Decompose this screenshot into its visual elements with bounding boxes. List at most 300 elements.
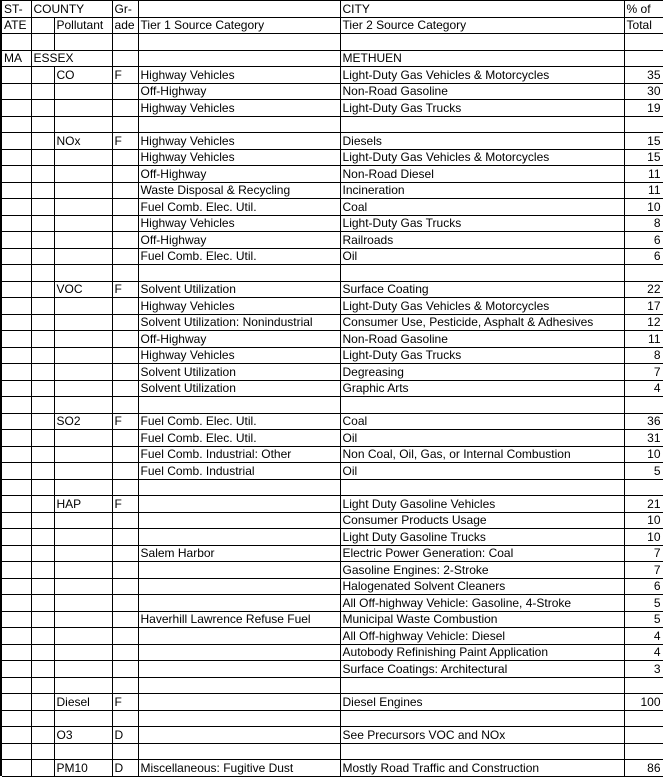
- table-row: [2, 512, 663, 529]
- pct-cell: 4: [624, 380, 663, 397]
- empty-cell: [2, 298, 31, 315]
- empty-cell: [2, 83, 31, 100]
- empty-cell: [2, 215, 31, 232]
- tier2-cell: Non Coal, Oil, Gas, or Internal Combustion: [340, 446, 624, 463]
- empty-cell: [31, 34, 54, 51]
- tier1-cell: [138, 496, 340, 513]
- empty-cell: [112, 743, 138, 760]
- table-row: [2, 364, 663, 381]
- empty-cell: [112, 463, 138, 480]
- empty-cell: [54, 298, 112, 315]
- pct-cell: 19: [624, 100, 663, 117]
- table-row: [2, 545, 663, 562]
- empty-cell: [31, 496, 54, 513]
- empty-cell: [2, 644, 31, 661]
- spacer-row: [2, 397, 663, 414]
- empty-cell: [624, 677, 663, 694]
- tier2-cell: Consumer Use, Pesticide, Asphalt & Adhesives: [340, 314, 624, 331]
- state-cell: MA: [2, 50, 31, 67]
- empty-cell: [112, 595, 138, 612]
- empty-cell: [2, 677, 31, 694]
- table-row: [2, 248, 663, 265]
- tier1-cell: [138, 661, 340, 678]
- empty-cell: [31, 446, 54, 463]
- empty-cell: [31, 578, 54, 595]
- empty-cell: [2, 562, 31, 579]
- empty-cell: [54, 479, 112, 496]
- empty-cell: [54, 314, 112, 331]
- empty-cell: [2, 479, 31, 496]
- tier2-cell: Non-Road Diesel: [340, 166, 624, 183]
- empty-cell: [31, 661, 54, 678]
- empty-cell: [31, 644, 54, 661]
- empty-cell: [31, 215, 54, 232]
- table-row: [2, 628, 663, 645]
- header-row-1: [2, 1, 663, 17]
- empty-cell: [340, 479, 624, 496]
- empty-cell: [54, 182, 112, 199]
- tier1-cell: Highway Vehicles: [138, 347, 340, 364]
- table-row: [2, 529, 663, 546]
- tier1-cell: [138, 578, 340, 595]
- grade-cell: F: [112, 133, 138, 150]
- empty-cell: [2, 116, 31, 133]
- empty-cell: [31, 149, 54, 166]
- pollutant-cell: CO: [54, 67, 112, 84]
- tier2-cell: Surface Coating: [340, 281, 624, 298]
- empty-cell: [112, 182, 138, 199]
- empty-cell: [340, 677, 624, 694]
- empty-cell: [112, 677, 138, 694]
- empty-cell: [54, 628, 112, 645]
- empty-cell: [31, 232, 54, 249]
- tier1-cell: [138, 694, 340, 711]
- tier1-cell: [138, 644, 340, 661]
- table-row: [2, 199, 663, 216]
- empty-cell: [340, 34, 624, 51]
- pollutant-cell: HAP: [54, 496, 112, 513]
- empty-cell: [112, 149, 138, 166]
- empty-cell: [54, 595, 112, 612]
- empty-cell: [54, 149, 112, 166]
- empty-cell: [112, 347, 138, 364]
- tier1-cell: [138, 595, 340, 612]
- tier2-cell: Graphic Arts: [340, 380, 624, 397]
- tier1-cell: Solvent Utilization: [138, 281, 340, 298]
- tier2-cell: Halogenated Solvent Cleaners: [340, 578, 624, 595]
- tier2-cell: Light-Duty Gas Vehicles & Motorcycles: [340, 298, 624, 315]
- pct-cell: 7: [624, 364, 663, 381]
- tier1-cell: Waste Disposal & Recycling: [138, 182, 340, 199]
- empty-cell: [54, 430, 112, 447]
- tier1-cell: Fuel Comb. Industrial: Other: [138, 446, 340, 463]
- grade-cell: F: [112, 496, 138, 513]
- table-row: [2, 281, 663, 298]
- pct-cell: 15: [624, 149, 663, 166]
- empty-cell: [31, 743, 54, 760]
- tier1-cell: [138, 529, 340, 546]
- empty-cell: [340, 397, 624, 414]
- empty-cell: [2, 727, 31, 744]
- empty-cell: [112, 611, 138, 628]
- header-grade-1: Gr-: [112, 1, 138, 17]
- table-row: [2, 463, 663, 480]
- empty-cell: [54, 265, 112, 282]
- header-county: COUNTY: [31, 1, 112, 17]
- grade-cell: F: [112, 281, 138, 298]
- empty-cell: [2, 281, 31, 298]
- pct-cell: 8: [624, 215, 663, 232]
- pct-cell: 11: [624, 331, 663, 348]
- empty-cell: [31, 677, 54, 694]
- pct-cell: 100: [624, 694, 663, 711]
- tier2-cell: Light-Duty Gas Vehicles & Motorcycles: [340, 67, 624, 84]
- empty-cell: [54, 347, 112, 364]
- pct-cell: 4: [624, 644, 663, 661]
- empty-cell: [31, 100, 54, 117]
- pollutant-cell: VOC: [54, 281, 112, 298]
- pct-cell: 11: [624, 166, 663, 183]
- city-cell: METHUEN: [340, 50, 624, 67]
- empty-cell: [112, 116, 138, 133]
- tier1-cell: Fuel Comb. Elec. Util.: [138, 199, 340, 216]
- empty-cell: [2, 496, 31, 513]
- grade-cell: D: [112, 760, 138, 777]
- tier1-cell: Highway Vehicles: [138, 67, 340, 84]
- header-blank: [138, 1, 340, 17]
- empty-cell: [31, 314, 54, 331]
- pct-cell: 12: [624, 314, 663, 331]
- empty-cell: [138, 50, 340, 67]
- spacer-row: [2, 677, 663, 694]
- header-pct-1: % of: [624, 1, 663, 17]
- tier1-cell: Highway Vehicles: [138, 133, 340, 150]
- tier2-cell: Diesels: [340, 133, 624, 150]
- empty-cell: [2, 331, 31, 348]
- tier2-cell: Oil: [340, 248, 624, 265]
- empty-cell: [138, 265, 340, 282]
- table-row: [2, 166, 663, 183]
- pct-cell: 5: [624, 595, 663, 612]
- empty-cell: [112, 578, 138, 595]
- empty-cell: [54, 397, 112, 414]
- empty-cell: [112, 364, 138, 381]
- tier1-cell: Salem Harbor: [138, 545, 340, 562]
- tier2-cell: Light-Duty Gas Trucks: [340, 100, 624, 117]
- grade-cell: D: [112, 727, 138, 744]
- empty-cell: [2, 364, 31, 381]
- pct-cell: 31: [624, 430, 663, 447]
- emissions-table: [2, 1, 663, 777]
- empty-cell: [54, 166, 112, 183]
- pct-cell: 6: [624, 578, 663, 595]
- header-grade-2: ade: [112, 17, 138, 34]
- empty-cell: [112, 166, 138, 183]
- empty-cell: [2, 34, 31, 51]
- pct-cell: 7: [624, 545, 663, 562]
- empty-cell: [31, 562, 54, 579]
- tier2-cell: Diesel Engines: [340, 694, 624, 711]
- table-row: [2, 430, 663, 447]
- empty-cell: [138, 34, 340, 51]
- table-row: [2, 232, 663, 249]
- tier2-cell: Surface Coatings: Architectural: [340, 661, 624, 678]
- empty-cell: [31, 611, 54, 628]
- empty-cell: [2, 512, 31, 529]
- pct-cell: 8: [624, 347, 663, 364]
- empty-cell: [112, 661, 138, 678]
- tier2-cell: Coal: [340, 199, 624, 216]
- spacer-row: [2, 116, 663, 133]
- tier1-cell: Off-Highway: [138, 232, 340, 249]
- empty-cell: [2, 347, 31, 364]
- grade-cell: F: [112, 413, 138, 430]
- table-row: [2, 331, 663, 348]
- table-row: [2, 298, 663, 315]
- tier2-cell: Degreasing: [340, 364, 624, 381]
- empty-cell: [112, 644, 138, 661]
- pct-cell: 5: [624, 463, 663, 480]
- tier2-cell: All Off-highway Vehicle: Gasoline, 4-Stroke: [340, 595, 624, 612]
- header-city: CITY: [340, 1, 624, 17]
- empty-cell: [624, 710, 663, 727]
- tier1-cell: Haverhill Lawrence Refuse Fuel: [138, 611, 340, 628]
- empty-cell: [2, 611, 31, 628]
- tier1-cell: Fuel Comb. Elec. Util.: [138, 430, 340, 447]
- tier2-cell: Municipal Waste Combustion: [340, 611, 624, 628]
- empty-cell: [112, 199, 138, 216]
- pct-cell: 7: [624, 562, 663, 579]
- table-row: [2, 760, 663, 777]
- pct-cell: 35: [624, 67, 663, 84]
- empty-cell: [54, 34, 112, 51]
- table-row: [2, 133, 663, 150]
- empty-cell: [31, 265, 54, 282]
- header-tier2: Tier 2 Source Category: [340, 17, 624, 34]
- empty-cell: [112, 331, 138, 348]
- tier1-cell: Off-Highway: [138, 166, 340, 183]
- tier1-cell: Solvent Utilization: Nonindustrial: [138, 314, 340, 331]
- empty-cell: [31, 463, 54, 480]
- tier1-cell: [138, 727, 340, 744]
- empty-cell: [112, 446, 138, 463]
- empty-cell: [2, 166, 31, 183]
- pct-cell: 86: [624, 760, 663, 777]
- pct-cell: 17: [624, 298, 663, 315]
- empty-cell: [340, 710, 624, 727]
- header-county-blank: [31, 17, 54, 34]
- empty-cell: [138, 677, 340, 694]
- spacer-row: [2, 743, 663, 760]
- empty-cell: [31, 760, 54, 777]
- empty-cell: [54, 331, 112, 348]
- tier2-cell: Oil: [340, 430, 624, 447]
- empty-cell: [31, 512, 54, 529]
- empty-cell: [112, 50, 138, 67]
- table-row: [2, 380, 663, 397]
- tier2-cell: Non-Road Gasoline: [340, 331, 624, 348]
- pct-cell: 21: [624, 496, 663, 513]
- empty-cell: [2, 182, 31, 199]
- empty-cell: [54, 710, 112, 727]
- empty-cell: [112, 314, 138, 331]
- empty-cell: [624, 116, 663, 133]
- tier2-cell: Electric Power Generation: Coal: [340, 545, 624, 562]
- tier2-cell: Oil: [340, 463, 624, 480]
- table-row: [2, 182, 663, 199]
- tier2-cell: Non-Road Gasoline: [340, 83, 624, 100]
- empty-cell: [54, 578, 112, 595]
- empty-cell: [624, 50, 663, 67]
- empty-cell: [624, 265, 663, 282]
- pollutant-cell: PM10: [54, 760, 112, 777]
- empty-cell: [31, 166, 54, 183]
- empty-cell: [2, 463, 31, 480]
- tier1-cell: Solvent Utilization: [138, 380, 340, 397]
- tier1-cell: Fuel Comb. Industrial: [138, 463, 340, 480]
- pct-cell: 6: [624, 232, 663, 249]
- empty-cell: [54, 644, 112, 661]
- empty-cell: [54, 380, 112, 397]
- header-state-1: ST-: [2, 1, 31, 17]
- pollutant-cell: NOx: [54, 133, 112, 150]
- pct-cell: 36: [624, 413, 663, 430]
- table-row: [2, 727, 663, 744]
- empty-cell: [112, 380, 138, 397]
- empty-cell: [112, 83, 138, 100]
- tier2-cell: See Precursors VOC and NOx: [340, 727, 624, 744]
- empty-cell: [31, 479, 54, 496]
- empty-cell: [2, 314, 31, 331]
- table-row: [2, 611, 663, 628]
- tier1-cell: Fuel Comb. Elec. Util.: [138, 248, 340, 265]
- empty-cell: [54, 512, 112, 529]
- empty-cell: [31, 628, 54, 645]
- empty-cell: [2, 199, 31, 216]
- empty-cell: [54, 562, 112, 579]
- pct-cell: 5: [624, 611, 663, 628]
- empty-cell: [112, 512, 138, 529]
- empty-cell: [54, 545, 112, 562]
- tier2-cell: Railroads: [340, 232, 624, 249]
- spacer-row: [2, 479, 663, 496]
- empty-cell: [31, 133, 54, 150]
- empty-cell: [624, 479, 663, 496]
- empty-cell: [2, 710, 31, 727]
- header-row-2: [2, 17, 663, 34]
- tier1-cell: Fuel Comb. Elec. Util.: [138, 413, 340, 430]
- empty-cell: [54, 463, 112, 480]
- table-row: [2, 413, 663, 430]
- empty-cell: [2, 232, 31, 249]
- pct-cell: 30: [624, 83, 663, 100]
- spacer-row: [2, 34, 663, 51]
- empty-cell: [31, 248, 54, 265]
- pct-cell: 10: [624, 199, 663, 216]
- empty-cell: [31, 67, 54, 84]
- tier2-cell: Coal: [340, 413, 624, 430]
- empty-cell: [340, 743, 624, 760]
- tier1-cell: [138, 562, 340, 579]
- empty-cell: [31, 413, 54, 430]
- table-row: [2, 100, 663, 117]
- empty-cell: [31, 182, 54, 199]
- empty-cell: [31, 397, 54, 414]
- empty-cell: [112, 232, 138, 249]
- empty-cell: [54, 248, 112, 265]
- table-row: [2, 215, 663, 232]
- empty-cell: [54, 100, 112, 117]
- pct-cell: [624, 727, 663, 744]
- tier2-cell: Light Duty Gasoline Trucks: [340, 529, 624, 546]
- empty-cell: [54, 232, 112, 249]
- empty-cell: [2, 430, 31, 447]
- header-tier1: Tier 1 Source Category: [138, 17, 340, 34]
- empty-cell: [54, 116, 112, 133]
- pct-cell: 10: [624, 529, 663, 546]
- empty-cell: [2, 133, 31, 150]
- table-row: [2, 149, 663, 166]
- tier1-cell: Off-Highway: [138, 83, 340, 100]
- empty-cell: [138, 710, 340, 727]
- empty-cell: [112, 710, 138, 727]
- empty-cell: [2, 529, 31, 546]
- empty-cell: [2, 694, 31, 711]
- tier1-cell: Solvent Utilization: [138, 364, 340, 381]
- table-row: [2, 446, 663, 463]
- empty-cell: [54, 215, 112, 232]
- empty-cell: [2, 413, 31, 430]
- empty-cell: [624, 397, 663, 414]
- location-row: [2, 50, 663, 67]
- empty-cell: [31, 727, 54, 744]
- tier2-cell: Light-Duty Gas Trucks: [340, 215, 624, 232]
- empty-cell: [31, 364, 54, 381]
- empty-cell: [112, 34, 138, 51]
- empty-cell: [2, 578, 31, 595]
- empty-cell: [340, 116, 624, 133]
- county-cell: ESSEX: [31, 50, 112, 67]
- empty-cell: [112, 100, 138, 117]
- table-row: [2, 67, 663, 84]
- pct-cell: 3: [624, 661, 663, 678]
- spacer-row: [2, 265, 663, 282]
- tier2-cell: Light Duty Gasoline Vehicles: [340, 496, 624, 513]
- empty-cell: [2, 265, 31, 282]
- spacer-row: [2, 710, 663, 727]
- pct-cell: 6: [624, 248, 663, 265]
- empty-cell: [54, 611, 112, 628]
- empty-cell: [112, 529, 138, 546]
- empty-cell: [31, 116, 54, 133]
- empty-cell: [2, 743, 31, 760]
- empty-cell: [138, 397, 340, 414]
- tier2-cell: Incineration: [340, 182, 624, 199]
- empty-cell: [112, 215, 138, 232]
- table-row: [2, 661, 663, 678]
- tier2-cell: Light-Duty Gas Vehicles & Motorcycles: [340, 149, 624, 166]
- empty-cell: [54, 83, 112, 100]
- pct-cell: 22: [624, 281, 663, 298]
- tier2-cell: All Off-highway Vehicle: Diesel: [340, 628, 624, 645]
- empty-cell: [2, 628, 31, 645]
- empty-cell: [2, 595, 31, 612]
- empty-cell: [112, 265, 138, 282]
- tier1-cell: Off-Highway: [138, 331, 340, 348]
- empty-cell: [112, 628, 138, 645]
- empty-cell: [31, 347, 54, 364]
- empty-cell: [2, 661, 31, 678]
